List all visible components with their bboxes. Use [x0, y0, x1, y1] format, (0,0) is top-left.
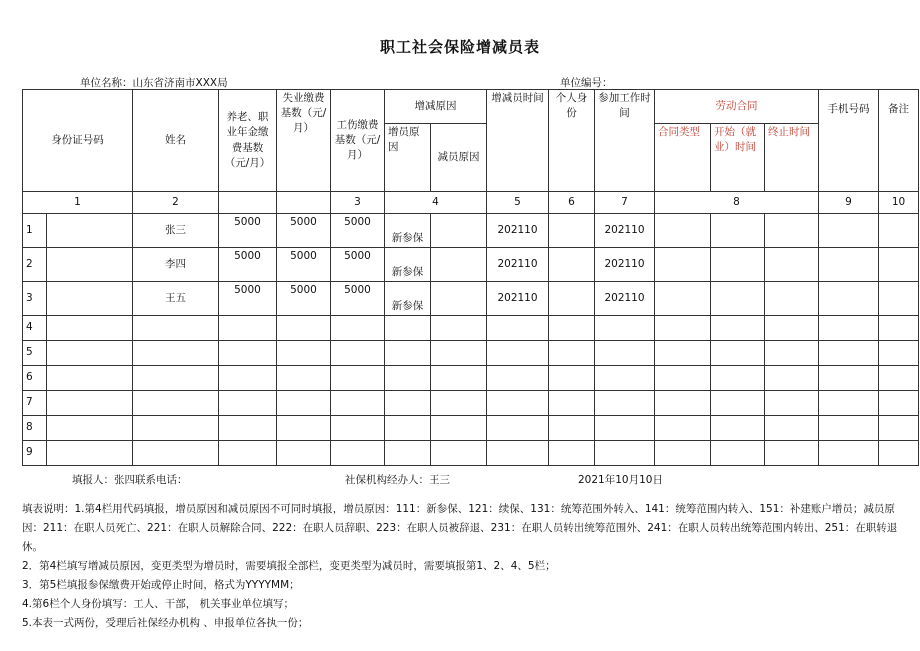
injury-base-cell — [331, 416, 385, 441]
name-cell: 张三 — [133, 214, 219, 248]
work-start-cell — [595, 366, 655, 391]
table-row — [23, 316, 919, 341]
work-start-cell: 202110 — [595, 214, 655, 248]
unemployment-base-cell — [277, 366, 331, 391]
contract-end-cell — [765, 416, 819, 441]
row-number: 5 — [23, 341, 47, 366]
header-contract-type: 合同类型 — [655, 124, 711, 192]
change-time-cell — [487, 316, 549, 341]
remark-cell — [879, 366, 919, 391]
work-start-cell — [595, 316, 655, 341]
injury-base-cell — [331, 391, 385, 416]
column-number-blank — [277, 192, 331, 214]
phone-cell — [819, 416, 879, 441]
row-number: 6 — [23, 366, 47, 391]
row-number: 2 — [23, 248, 47, 282]
work-start-cell: 202110 — [595, 248, 655, 282]
contract-type-cell — [655, 391, 711, 416]
header-phone: 手机号码 — [819, 90, 879, 192]
pension-base-cell: 5000 — [219, 214, 277, 248]
unemployment-base-cell: 5000 — [277, 214, 331, 248]
contract-end-cell — [765, 214, 819, 248]
filler-info: 填报人：张四联系电话： — [72, 474, 188, 486]
column-number: 9 — [819, 192, 879, 214]
identity-cell — [549, 214, 595, 248]
change-time-cell — [487, 416, 549, 441]
phone-cell — [819, 391, 879, 416]
id-number-cell — [47, 214, 133, 248]
name-cell — [133, 341, 219, 366]
row-number: 1 — [23, 214, 47, 248]
remark-cell — [879, 441, 919, 466]
injury-base-cell: 5000 — [331, 214, 385, 248]
contract-start-cell — [711, 282, 765, 316]
remark-cell — [879, 341, 919, 366]
name-cell — [133, 441, 219, 466]
work-start-cell — [595, 391, 655, 416]
header-change-reason: 增减原因 — [385, 90, 487, 124]
increase-reason-cell: 新参保 — [385, 214, 431, 248]
row-number: 9 — [23, 441, 47, 466]
table-row — [23, 416, 919, 441]
phone-cell — [819, 341, 879, 366]
row-number: 3 — [23, 282, 47, 316]
remark-cell — [879, 282, 919, 316]
pension-base-cell — [219, 366, 277, 391]
remark-cell — [879, 214, 919, 248]
contract-start-cell — [711, 341, 765, 366]
contract-start-cell — [711, 416, 765, 441]
name-cell — [133, 416, 219, 441]
table-row — [23, 214, 919, 248]
increase-reason-cell — [385, 416, 431, 441]
contract-type-cell — [655, 248, 711, 282]
name-cell — [133, 316, 219, 341]
change-time-cell: 202110 — [487, 248, 549, 282]
name-cell — [133, 366, 219, 391]
contract-type-cell — [655, 416, 711, 441]
injury-base-cell — [331, 366, 385, 391]
increase-reason-cell — [385, 366, 431, 391]
pension-base-cell — [219, 441, 277, 466]
column-number: 10 — [879, 192, 919, 214]
header-change-time: 增减员时间 — [487, 90, 549, 192]
header-contract-end: 终止时间 — [765, 124, 819, 192]
instructions — [22, 500, 902, 633]
contract-end-cell — [765, 341, 819, 366]
row-number: 4 — [23, 316, 47, 341]
remark-cell — [879, 416, 919, 441]
phone-cell — [819, 248, 879, 282]
table-row — [23, 282, 919, 316]
header-name: 姓名 — [133, 90, 219, 192]
pension-base-cell — [219, 316, 277, 341]
phone-cell — [819, 366, 879, 391]
name-cell: 王五 — [133, 282, 219, 316]
insurance-change-table — [22, 89, 919, 466]
header-remark: 备注 — [879, 90, 919, 192]
contract-type-cell — [655, 214, 711, 248]
pension-base-cell — [219, 416, 277, 441]
header-contract: 劳动合同 — [655, 90, 819, 124]
change-time-cell — [487, 341, 549, 366]
column-number: 2 — [133, 192, 219, 214]
id-number-cell — [47, 366, 133, 391]
work-start-cell: 202110 — [595, 282, 655, 316]
instruction-line: 2．第4栏填写增减员原因，变更类型为增员时，需要填报全部栏，变更类型为减员时，需要填报第1、2、4、5栏； — [22, 560, 556, 572]
identity-cell — [549, 341, 595, 366]
increase-reason-cell — [385, 391, 431, 416]
injury-base-cell — [331, 441, 385, 466]
instruction-line: 3．第5栏填报参保缴费开始或停止时间，格式为YYYYMM； — [22, 579, 300, 591]
increase-reason-cell: 新参保 — [385, 282, 431, 316]
decrease-reason-cell — [431, 366, 487, 391]
header-injury-base: 工伤缴费基数（元/月） — [331, 90, 385, 192]
unit-code: 单位编号： — [560, 77, 613, 89]
header-work-start: 参加工作时间 — [595, 90, 655, 192]
table-row — [23, 391, 919, 416]
unemployment-base-cell — [277, 316, 331, 341]
column-number: 5 — [487, 192, 549, 214]
identity-cell — [549, 366, 595, 391]
increase-reason-cell — [385, 441, 431, 466]
change-time-cell: 202110 — [487, 214, 549, 248]
contract-end-cell — [765, 282, 819, 316]
decrease-reason-cell — [431, 214, 487, 248]
phone-cell — [819, 214, 879, 248]
agent-info: 社保机构经办人：王三 — [345, 474, 450, 486]
contract-type-cell — [655, 341, 711, 366]
instruction-line: 4.第6栏个人身份填写：工人、干部， 机关事业单位填写； — [22, 598, 295, 610]
contract-type-cell — [655, 441, 711, 466]
contract-start-cell — [711, 248, 765, 282]
decrease-reason-cell — [431, 416, 487, 441]
column-number: 3 — [331, 192, 385, 214]
header-decrease-reason: 减员原因 — [431, 124, 487, 192]
instruction-line: 5.本表一式两份，受理后社保经办机构 、申报单位各执一份； — [22, 617, 309, 629]
row-number: 7 — [23, 391, 47, 416]
decrease-reason-cell — [431, 248, 487, 282]
decrease-reason-cell — [431, 341, 487, 366]
injury-base-cell — [331, 316, 385, 341]
column-number: 8 — [655, 192, 819, 214]
contract-end-cell — [765, 248, 819, 282]
identity-cell — [549, 391, 595, 416]
increase-reason-cell — [385, 341, 431, 366]
header-identity: 个人身份 — [549, 90, 595, 192]
header-contract-start: 开始（就业）时间 — [711, 124, 765, 192]
column-number: 4 — [385, 192, 487, 214]
unit-name: 单位名称：山东省济南市XXX局 — [80, 77, 228, 89]
increase-reason-cell — [385, 316, 431, 341]
unemployment-base-cell — [277, 416, 331, 441]
table-row — [23, 248, 919, 282]
row-number: 8 — [23, 416, 47, 441]
name-cell: 李四 — [133, 248, 219, 282]
change-time-cell — [487, 391, 549, 416]
contract-end-cell — [765, 316, 819, 341]
decrease-reason-cell — [431, 391, 487, 416]
column-number: 6 — [549, 192, 595, 214]
id-number-cell — [47, 416, 133, 441]
identity-cell — [549, 441, 595, 466]
fill-date: 2021年10月10日 — [578, 474, 663, 486]
id-number-cell — [47, 341, 133, 366]
table-row — [23, 366, 919, 391]
header-unemployment-base: 失业缴费基数（元/月） — [277, 90, 331, 192]
header-id-number: 身份证号码 — [23, 90, 133, 192]
unemployment-base-cell: 5000 — [277, 282, 331, 316]
work-start-cell — [595, 341, 655, 366]
phone-cell — [819, 316, 879, 341]
data-rows — [23, 214, 919, 466]
change-time-cell — [487, 366, 549, 391]
contract-start-cell — [711, 391, 765, 416]
id-number-cell — [47, 441, 133, 466]
decrease-reason-cell — [431, 441, 487, 466]
unemployment-base-cell: 5000 — [277, 248, 331, 282]
injury-base-cell: 5000 — [331, 282, 385, 316]
identity-cell — [549, 316, 595, 341]
instruction-line: 填表说明：1.第4栏用代码填报，增员原因和减员原因不可同时填报，增员原因：111：新参保、121：续保、131：统筹范围外转入、141：统筹范围内转入、151：补建账户增员；减员原因：211：在职人员死亡、221：在职人员解除合同、222：在职人员辞职、223：在职人员被辞退、231：在职人员转出统筹范围外、241：在职人员转出统筹范围内转出、251：在职转退休。 — [22, 503, 898, 553]
table-row — [23, 341, 919, 366]
table-row — [23, 441, 919, 466]
contract-start-cell — [711, 366, 765, 391]
work-start-cell — [595, 441, 655, 466]
pension-base-cell — [219, 341, 277, 366]
contract-start-cell — [711, 214, 765, 248]
id-number-cell — [47, 248, 133, 282]
work-start-cell — [595, 416, 655, 441]
decrease-reason-cell — [431, 316, 487, 341]
remark-cell — [879, 316, 919, 341]
contract-type-cell — [655, 282, 711, 316]
id-number-cell — [47, 316, 133, 341]
pension-base-cell — [219, 391, 277, 416]
decrease-reason-cell — [431, 282, 487, 316]
column-number-row — [23, 192, 919, 214]
identity-cell — [549, 248, 595, 282]
id-number-cell — [47, 391, 133, 416]
header-pension-base: 养老、职业年金缴费基数（元/月） — [219, 90, 277, 192]
contract-end-cell — [765, 441, 819, 466]
contract-end-cell — [765, 366, 819, 391]
phone-cell — [819, 441, 879, 466]
column-number: 7 — [595, 192, 655, 214]
contract-end-cell — [765, 391, 819, 416]
pension-base-cell: 5000 — [219, 248, 277, 282]
name-cell — [133, 391, 219, 416]
header-increase-reason: 增员原因 — [385, 124, 431, 192]
column-number-blank — [219, 192, 277, 214]
page-title: 职工社会保险增减员表 — [379, 38, 540, 56]
unemployment-base-cell — [277, 341, 331, 366]
injury-base-cell — [331, 341, 385, 366]
change-time-cell — [487, 441, 549, 466]
identity-cell — [549, 282, 595, 316]
column-number: 1 — [23, 192, 133, 214]
contract-start-cell — [711, 316, 765, 341]
injury-base-cell: 5000 — [331, 248, 385, 282]
contract-type-cell — [655, 366, 711, 391]
identity-cell — [549, 416, 595, 441]
change-time-cell: 202110 — [487, 282, 549, 316]
contract-start-cell — [711, 441, 765, 466]
remark-cell — [879, 248, 919, 282]
remark-cell — [879, 391, 919, 416]
pension-base-cell: 5000 — [219, 282, 277, 316]
phone-cell — [819, 282, 879, 316]
increase-reason-cell: 新参保 — [385, 248, 431, 282]
unemployment-base-cell — [277, 441, 331, 466]
contract-type-cell — [655, 316, 711, 341]
id-number-cell — [47, 282, 133, 316]
unemployment-base-cell — [277, 391, 331, 416]
